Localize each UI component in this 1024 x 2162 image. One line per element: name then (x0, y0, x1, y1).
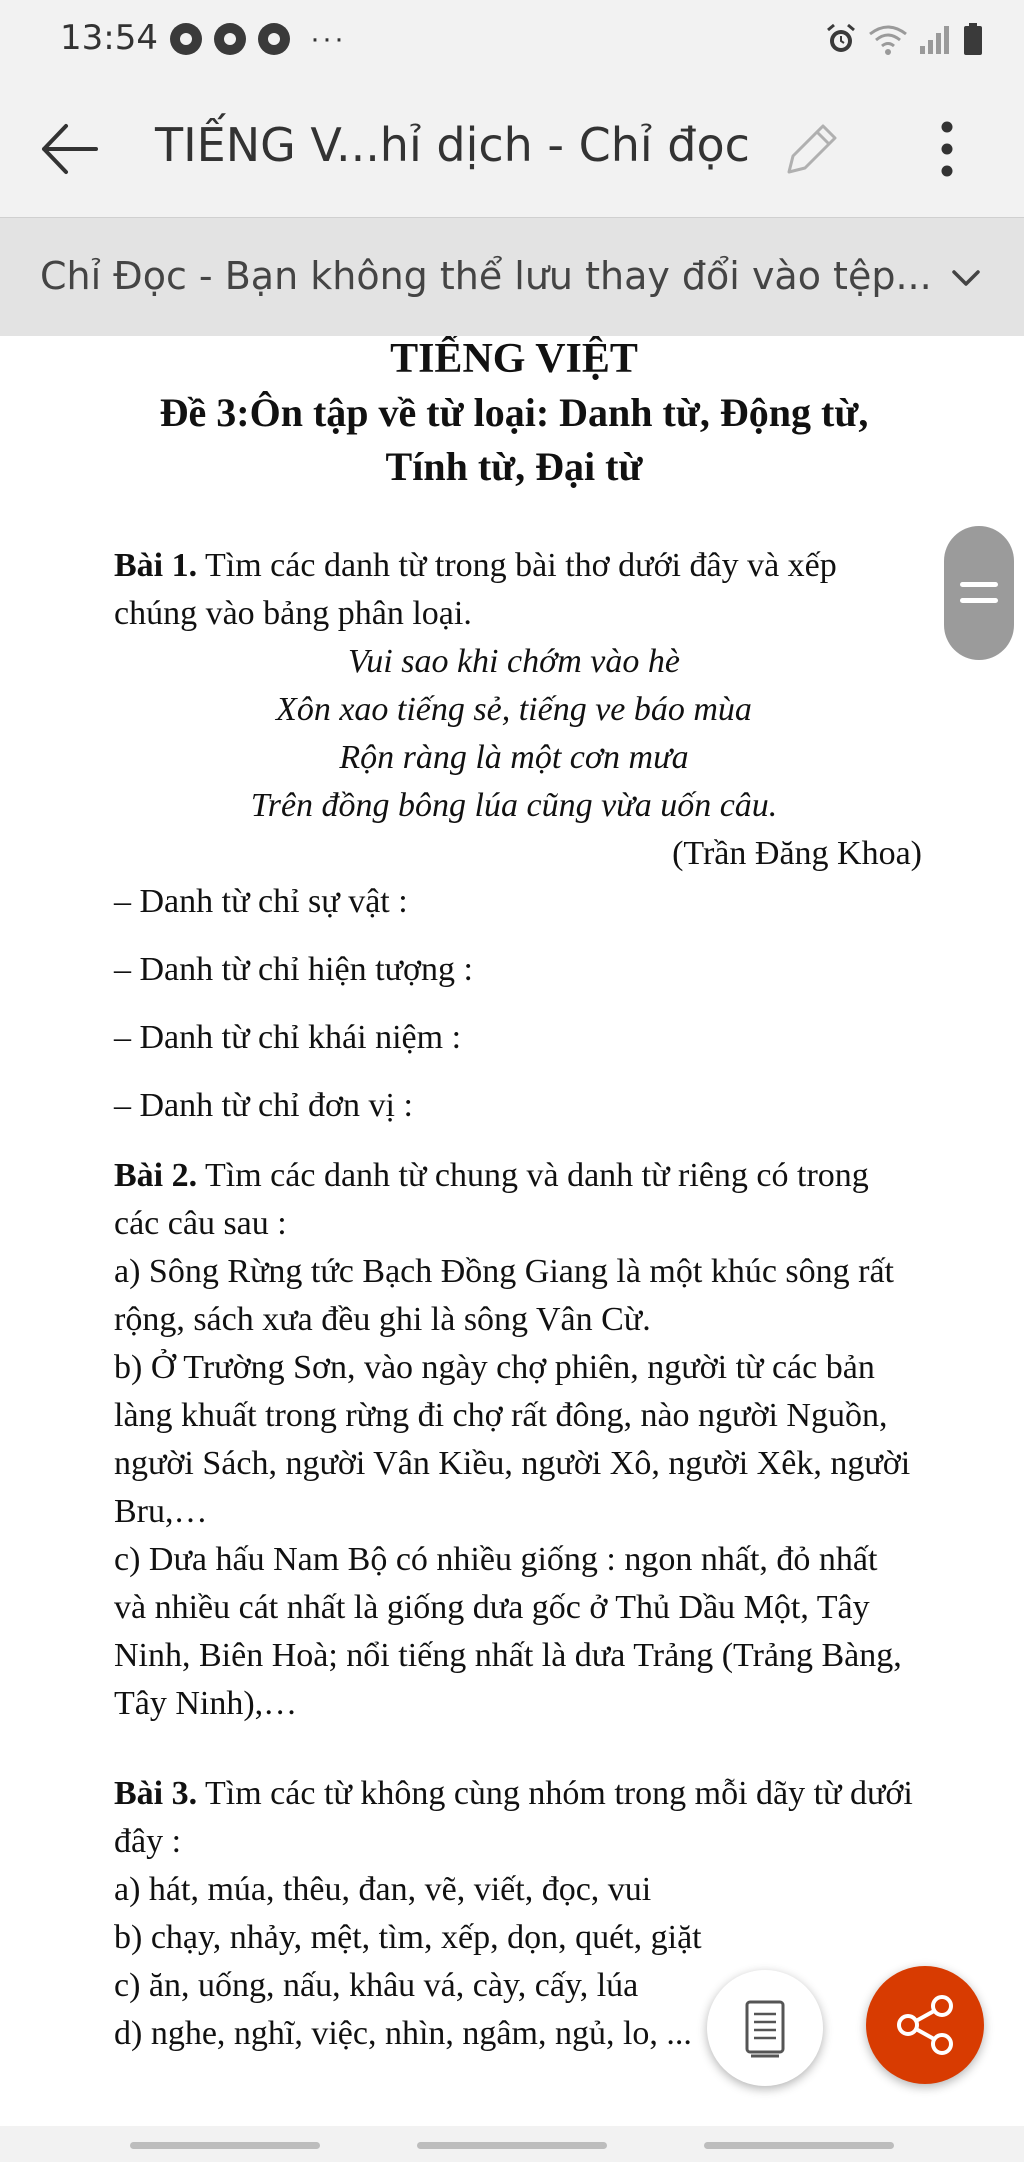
status-bar (0, 0, 1024, 80)
exercise-3-item-d: d) nghe, nghĩ, việc, nhìn, ngâm, ngủ, lo, ... (114, 2015, 692, 2052)
more-vert-icon[interactable] (920, 114, 974, 184)
reader-mode-button[interactable] (707, 1970, 823, 2086)
exercise-3-item-c: c) ăn, uống, nấu, khâu vá, cày, cấy, lúa (114, 1967, 639, 2004)
nav-back-button[interactable] (704, 2142, 894, 2149)
read-only-banner[interactable] (0, 218, 1024, 336)
exercise-2-prompt (114, 1152, 914, 1248)
exercise-label: Bài 1. (114, 547, 198, 584)
exercise-2-item-b: b) Ở Trường Sơn, vào ngày chợ phiên, người từ các bản làng khuất trong rừng đi chợ rất đông, nào người Nguồn, người Sách, người Vân Kiều, người Xô, người Xêk, người Bru,… (114, 1349, 911, 1530)
document-page (114, 336, 922, 2058)
scroll-thumb[interactable] (944, 526, 1014, 660)
poem-author: (Trần Đăng Khoa) (672, 835, 922, 872)
exercise-text: Tìm các từ không cùng nhóm trong mỗi dãy từ dưới đây : (114, 1775, 913, 1860)
exercise-label: Bài 2. (114, 1157, 198, 1194)
battery-icon (962, 22, 984, 56)
share-icon (866, 1966, 984, 2084)
status-time: 13:54 (60, 18, 158, 58)
document-subheading-line1: Đề 3:Ôn tập về từ loại: Danh từ, Động từ, (159, 390, 869, 435)
exercise-3-item-b: b) chạy, nhảy, mệt, tìm, xếp, dọn, quét, giặt (114, 1919, 702, 1956)
poem-line: Vui sao khi chớm vào hè (348, 643, 680, 680)
system-icons (824, 22, 984, 56)
nav-home-button[interactable] (417, 2142, 607, 2149)
chrome-icon (258, 23, 290, 55)
more-notifications-icon: ··· (310, 22, 346, 55)
noun-category: – Danh từ chỉ khái niệm : (114, 1019, 462, 1056)
notification-icons (170, 22, 346, 56)
exercise-text: Tìm các danh từ chung và danh từ riêng có trong các câu sau : (114, 1157, 869, 1242)
pencil-icon[interactable] (775, 114, 845, 184)
signal-icon (918, 22, 952, 56)
exercise-label: Bài 3. (114, 1775, 198, 1812)
exercise-2-item-a: a) Sông Rừng tức Bạch Đồng Giang là một khúc sông rất rộng, sách xưa đều ghi là sông Vân Cừ. (114, 1253, 895, 1338)
poem-line: Xôn xao tiếng sẻ, tiếng ve báo mùa (276, 691, 752, 728)
exercise-3-item-a: a) hát, múa, thêu, đan, vẽ, viết, đọc, vui (114, 1871, 652, 1908)
exercise-3-prompt (114, 1770, 914, 1866)
chrome-icon (214, 23, 246, 55)
poem-line: Rộn ràng là một cơn mưa (339, 739, 689, 776)
document-title: TIẾNG V...hỉ dịch - Chỉ đọc (155, 118, 750, 172)
exercise-text: Tìm các danh từ trong bài thơ dưới đây và xếp chúng vào bảng phân loại. (114, 547, 837, 632)
system-navigation-bar (0, 2126, 1024, 2162)
chevron-down-icon[interactable] (944, 256, 988, 300)
nav-recent-button[interactable] (130, 2142, 320, 2149)
poem-line: Trên đồng bông lúa cũng vừa uốn câu. (250, 787, 778, 824)
exercise-2-item-c: c) Dưa hấu Nam Bộ có nhiều giống : ngon nhất, đỏ nhất và nhiều cát nhất là giống dưa gốc ở Thủ Dầu Một, Tây Ninh, Biên Hoà; nổi tiếng nhất là dưa Trảng (Trảng Bàng, Tây Ninh),… (114, 1541, 902, 1722)
back-arrow-icon[interactable] (36, 116, 102, 182)
read-only-message: Chỉ Đọc - Bạn không thể lưu thay đổi vào tệp... (40, 254, 932, 298)
wifi-icon (868, 22, 908, 56)
app-bar (0, 80, 1024, 218)
alarm-icon (824, 22, 858, 56)
document-view[interactable] (0, 336, 1024, 2126)
noun-category: – Danh từ chỉ đơn vị : (114, 1087, 413, 1124)
noun-category: – Danh từ chỉ hiện tượng : (114, 951, 473, 988)
noun-category: – Danh từ chỉ sự vật : (114, 883, 408, 920)
document-heading: TIẾNG VIỆT (390, 336, 638, 382)
document-subheading-line2: Tính từ, Đại từ (385, 444, 643, 489)
reader-mode-icon (707, 1970, 823, 2086)
chrome-icon (170, 23, 202, 55)
share-button[interactable] (866, 1966, 984, 2084)
exercise-1-prompt (114, 542, 914, 638)
